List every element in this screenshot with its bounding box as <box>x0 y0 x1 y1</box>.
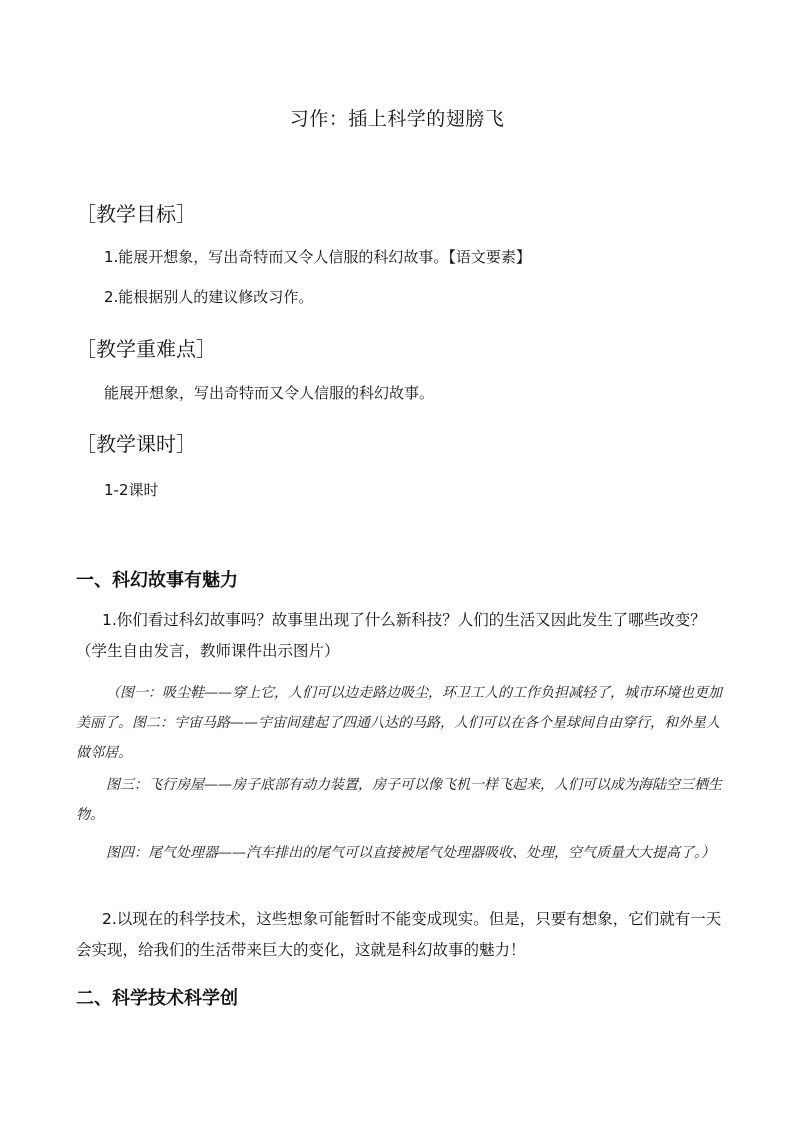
goal-item-2: 2.能根据别人的建议修改习作。 <box>104 288 314 306</box>
class-hours-text: 1-2课时 <box>104 481 159 499</box>
image-note-2: 图三：飞行房屋——房子底部有动力装置，房子可以像飞机一样飞起来，人们可以成为海陆空三栖生物。 <box>76 777 722 823</box>
image-note-3: 图四：尾气处理器——汽车排出的尾气可以直接被尾气处理器吸收、处理，空气质量大大提高了。） <box>106 845 715 861</box>
teaching-goals-heading: ［教学目标］ <box>76 202 196 226</box>
key-points-heading: ［教学重难点］ <box>76 337 216 361</box>
part-two-heading: 二、科学技术科学创 <box>76 988 238 1009</box>
part-one-paragraph-1: 1.你们看过科幻故事吗？故事里出现了什么新科技？人们的生活又因此发生了哪些改变？（学生自由发言，教师课件出示图片） <box>76 611 706 660</box>
class-hours-heading: ［教学课时］ <box>76 432 196 456</box>
page-title: 习作：插上科学的翅膀飞 <box>289 108 505 130</box>
key-points-text: 能展开想象，写出奇特而又令人信服的科幻故事。 <box>104 384 435 402</box>
part-one-paragraph-2: 2.以现在的科学技术，这些想象可能暂时不能变成现实。但是，只要有想象，它们就有一天会实现，给我们的生活带来巨大的变化，这就是科幻故事的魅力！ <box>76 910 722 959</box>
image-note-1: （图一：吸尘鞋——穿上它，人们可以边走路边吸尘，环卫工人的工作负担减轻了，城市环境也更加美丽了。图二：宇宙马路——宇宙间建起了四通八达的马路，人们可以在各个星球间自由穿行，和外星人做邻居。 <box>76 685 722 761</box>
goal-item-1: 1.能展开想象，写出奇特而又令人信服的科幻故事。【语文要素】 <box>104 248 531 266</box>
part-one-heading: 一、科幻故事有魅力 <box>76 570 238 591</box>
